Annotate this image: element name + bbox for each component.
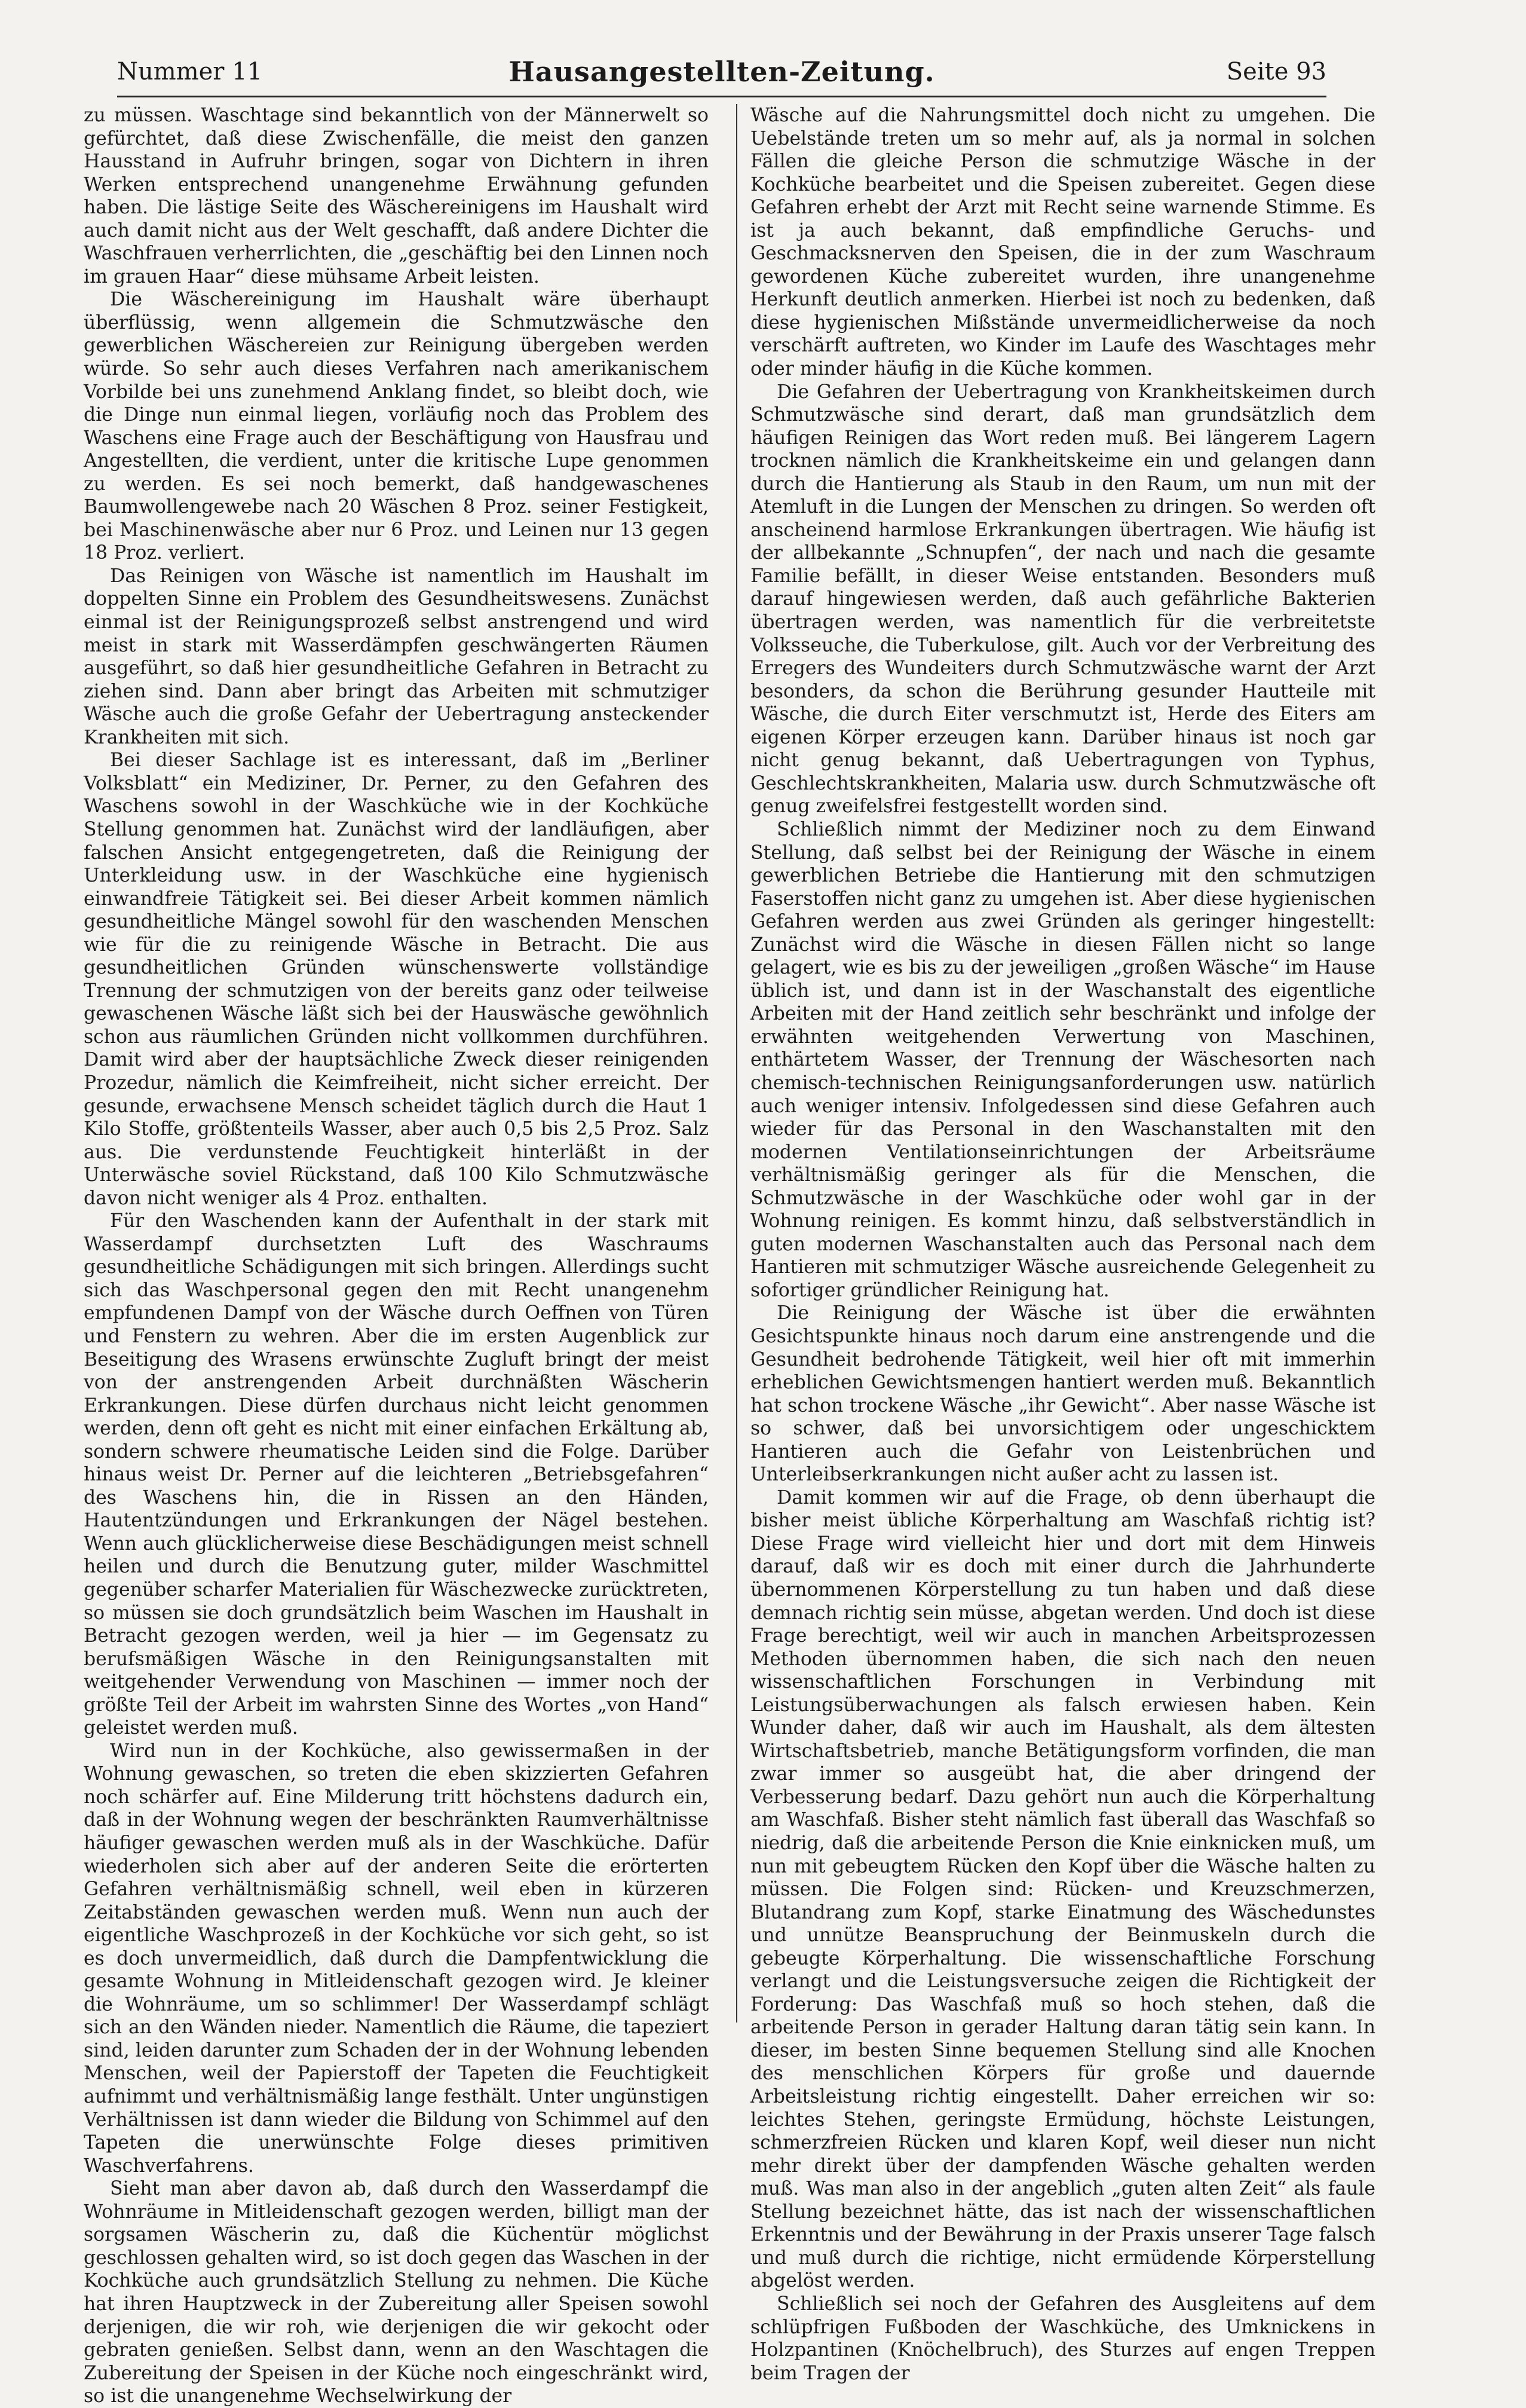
header-rule xyxy=(117,96,1326,97)
page-header xyxy=(117,55,1326,97)
paragraph: Schließlich nimmt der Mediziner noch zu dem Einwand Stellung, daß selbst bei der Reinigung der Wäsche in einem gewerblichen Betriebe die Hantierung mit den schmutzigen Faserstoffen nicht ganz zu umgehen ist. Aber diese hygienischen Gefahren werden aus zwei Gründen als geringer hingestellt: Zunächst wird die Wäsche in diesen Fällen nicht so lange gelagert, wie es bis zu der jeweiligen „großen Wäsche“ im Hause üblich ist, und dann ist in der Waschanstalt des eigentliche Arbeiten mit der Hand zeitlich sehr beschränkt und infolge der erwähnten weitgehenden Verwertung von Maschinen, enthärtetem Wasser, der Trennung der Wäschesorten nach chemisch-technischen Reinigungsanforderungen usw. natürlich auch weniger intensiv. Infolgedessen sind diese Gefahren auch wieder für das Personal in den Waschanstalten mit den modernen Ventilationseinrichtungen der Arbeitsräume verhältnismäßig geringer als für die Menschen, die Schmutzwäsche in der Waschküche oder wohl gar in der Wohnung reinigen. Es kommt hinzu, daß selbstverständlich in guten modernen Waschanstalten auch das Personal nach dem Hantieren mit schmutziger Wäsche ausreichende Gelegenheit zu sofortiger gründlicher Reinigung hat. xyxy=(750,818,1375,1301)
newspaper-title: Hausangestellten-Zeitung. xyxy=(508,56,935,88)
column-divider xyxy=(736,104,737,2023)
paragraph: Die Reinigung der Wäsche ist über die erwähnten Gesichtspunkte hinaus noch darum eine anstrengende und die Gesundheit bedrohende Tätigkeit, weil hier oft mit immerhin erheblichen Gewichtsmengen hantiert werden muß. Bekanntlich hat schon trockene Wäsche „ihr Gewicht“. Aber nasse Wäsche ist so schwer, daß bei unvorsichtigem oder ungeschicktem Hantieren auch die Gefahr von Leistenbrüchen und Unterleibserkrankungen nicht außer acht zu lassen ist. xyxy=(750,1302,1375,1486)
paragraph: Das Reinigen von Wäsche ist namentlich im Haushalt im doppelten Sinne ein Problem des Gesundheitswesens. Zunächst einmal ist der Reinigungsprozeß selbst anstrengend und wird meist in stark mit Wasserdämpfen geschwängerten Räumen ausgeführt, so daß hier gesundheitliche Gefahren in Betracht zu ziehen sind. Dann aber bringt das Arbeiten mit schmutziger Wäsche auch die große Gefahr der Uebertragung ansteckender Krankheiten mit sich. xyxy=(84,565,709,748)
text-column-left xyxy=(84,104,709,2407)
issue-number: Nummer 11 xyxy=(117,58,263,85)
paragraph: zu müssen. Waschtage sind bekanntlich von der Männerwelt so gefürchtet, daß diese Zwischenfälle, die meist den ganzen Hausstand in Aufruhr bringen, sogar von Dichtern in ihren Werken entsprechend unangenehme Erwähnung gefunden haben. Die lästige Seite des Wäschereinigens im Haushalt wird auch damit nicht aus der Welt geschafft, daß andere Dichter die Waschfrauen verherrlichten, die „geschäftig bei den Linnen noch im grauen Haar“ diese mühsame Arbeit leisten. xyxy=(84,105,709,287)
paragraph: Sieht man aber davon ab, daß durch den Wasserdampf die Wohnräume in Mitleidenschaft gezogen werden, billigt man der sorgsamen Wäscherin zu, daß die Küchentür möglichst geschlossen gehalten wird, so ist doch gegen das Waschen in der Kochküche auch grundsätzlich Stellung zu nehmen. Die Küche hat ihren Hauptzweck in der Zubereitung aller Speisen sowohl derjenigen, die wir roh, wie derjenigen die wir gekocht oder gebraten genießen. Selbst dann, wenn an den Waschtagen die Zubereitung der Speisen in der Küche noch eingeschränkt wird, so ist die unangenehme Wechselwirkung der xyxy=(84,2178,709,2407)
paragraph: Für den Waschenden kann der Aufenthalt in der stark mit Wasserdampf durchsetzten Luft des Waschraums gesundheitliche Schädigungen mit sich bringen. Allerdings sucht sich das Waschpersonal gegen den mit Recht unangenehm empfundenen Dampf von der Wäsche durch Oeffnen von Türen und Fenstern zu wehren. Aber die im ersten Augenblick zur Beseitigung des Wrasens erwünschte Zugluft bringt der meist von der anstrengenden Arbeit durchnäßten Wäscherin Erkrankungen. Diese dürfen durchaus nicht leicht genommen werden, denn oft geht es nicht mit einer einfachen Erkältung ab, sondern schwere rheumatische Leiden sind die Folge. Darüber hinaus weist Dr. Perner auf die leichteren „Betriebsgefahren“ des Waschens hin, die in Rissen an den Händen, Hautentzündungen und Erkrankungen der Nägel bestehen. Wenn auch glücklicherweise diese Beschädigungen meist schnell heilen und durch die Benutzung guter, milder Waschmittel gegenüber scharfer Materialien für Wäschezwecke zurücktreten, so müssen sie doch grundsätzlich beim Waschen im Haushalt in Betracht gezogen werden, weil ja hier — im Gegensatz zu berufsmäßigen Wäsche in den Reinigungsanstalten mit weitgehender Verwendung von Maschinen — immer noch der größte Teil der Arbeit im wahrsten Sinne des Wortes „von Hand“ geleistet werden muß. xyxy=(84,1210,709,1739)
paragraph: Wird nun in der Kochküche, also gewissermaßen in der Wohnung gewaschen, so treten die eben skizzierten Gefahren noch schärfer auf. Eine Milderung tritt höchstens dadurch ein, daß in der Wohnung wegen der beschränkten Raumverhältnisse häufiger gewaschen werden muß als in der Waschküche. Dafür wiederholen sich aber auf der anderen Seite die erörterten Gefahren verhältnismäßig schnell, weil eben in kürzeren Zeitabständen gewaschen werden muß. Wenn nun auch der eigentliche Waschprozeß in der Kochküche vor sich geht, so ist es doch unvermeidlich, daß durch die Dampfentwicklung die gesamte Wohnung in Mitleidenschaft gezogen wird. Je kleiner die Wohnräume, um so schlimmer! Der Wasserdampf schlägt sich an den Wänden nieder. Namentlich die Räume, die tapeziert sind, leiden darunter zum Schaden der in der Wohnung lebenden Menschen, weil der Papierstoff der Tapeten die Feuchtigkeit aufnimmt und verhältnismäßig lange festhält. Unter ungünstigen Verhältnissen ist dann wieder die Bildung von Schimmel auf den Tapeten die unerwünschte Folge dieses primitiven Waschverfahrens. xyxy=(84,1740,709,2177)
paragraph: Die Wäschereinigung im Haushalt wäre überhaupt überflüssig, wenn allgemein die Schmutzwäsche den gewerblichen Wäschereien zur Reinigung übergeben werden würde. So sehr auch dieses Verfahren nach amerikanischem Vorbilde bei uns zunehmend Anklang findet, so bleibt doch, wie die Dinge nun einmal liegen, vorläufig noch das Problem des Waschens eine Frage auch der Beschäftigung von Hausfrau und Angestellten, die verdient, unter die kritische Lupe genommen zu werden. Es sei noch bemerkt, daß handgewaschenes Baumwollengewebe nach 20 Wäschen 8 Proz. seiner Festigkeit, bei Maschinenwäsche aber nur 6 Proz. und Leinen nur 13 gegen 18 Proz. verliert. xyxy=(84,289,709,564)
text-column-right xyxy=(750,104,1375,2384)
paragraph: Bei dieser Sachlage ist es interessant, daß im „Berliner Volksblatt“ ein Mediziner, Dr. Perner, zu den Gefahren des Waschens sowohl in der Waschküche wie in der Kochküche Stellung genommen hat. Zunächst wird der landläufigen, aber falschen Ansicht entgegengetreten, daß die Reinigung der Unterkleidung usw. in der Waschküche eine hygienisch einwandfreie Tätigkeit sei. Bei dieser Arbeit kommen nämlich gesundheitliche Mängel sowohl für den waschenden Menschen wie für die zu reinigende Wäsche in Betracht. Die aus gesundheitlichen Gründen wünschenswerte vollständige Trennung der schmutzigen von der bereits ganz oder teilweise gewaschenen Wäsche läßt sich bei der Hauswäsche gewöhnlich schon aus räumlichen Gründen nicht vollkommen durchführen. Damit wird aber der hauptsächliche Zweck dieser reinigenden Prozedur, nämlich die Keimfreiheit, nicht sicher erreicht. Der gesunde, erwachsene Mensch scheidet täglich durch die Haut 1 Kilo Stoffe, größtenteils Wasser, aber auch 0,5 bis 2,5 Proz. Salz aus. Die verdunstende Feuchtigkeit hinterläßt in der Unterwäsche soviel Rückstand, daß 100 Kilo Schmutzwäsche davon nicht weniger als 4 Proz. enthalten. xyxy=(84,749,709,1209)
paragraph: Damit kommen wir auf die Frage, ob denn überhaupt die bisher meist übliche Körperhaltung am Waschfaß richtig ist? Diese Frage wird vielleicht hier und dort mit dem Hinweis darauf, daß wir es doch mit einer durch die Jahrhunderte übernommenen Körperstellung zu tun haben und daß diese demnach richtig sein müsse, abgetan werden. Und doch ist diese Frage berechtigt, weil wir auch in manchen Arbeitsprozessen Methoden übernommen haben, die sich nach den neuen wissenschaftlichen Forschungen in Verbindung mit Leistungsüberwachungen als falsch erwiesen haben. Kein Wunder daher, daß wir auch im Haushalt, als dem ältesten Wirtschaftsbetrieb, manche Betätigungsform vorfinden, die man zwar immer so ausgeübt hat, die aber dringend der Verbesserung bedarf. Dazu gehört nun auch die Körperhaltung am Waschfaß. Bisher steht nämlich fast überall das Waschfaß so niedrig, daß die arbeitende Person die Knie einknicken muß, um nun mit gebeugtem Rücken den Kopf über die Wäsche halten zu müssen. Die Folgen sind: Rücken- und Kreuzschmerzen, Blutandrang zum Kopf, starke Einatmung des Wäschedunstes und unnütze Beanspruchung der Beinmuskeln durch die gebeugte Körperhaltung. Die wissenschaftliche Forschung verlangt und die Leistungsversuche zeigen die Richtigkeit der Forderung: Das Waschfaß muß so hoch stehen, daß die arbeitende Person in gerader Haltung daran tätig sein kann. In dieser, im besten Sinne bequemen Stellung sind alle Knochen des menschlichen Körpers für große und dauernde Arbeitsleistung richtig eingestellt. Daher erreichen wir so: leichtes Stehen, geringste Ermüdung, höchste Leistungen, schmerzfreien Rücken und klaren Kopf, weil dieser nun nicht mehr direkt über der dampfenden Wäsche gehalten werden muß. Was man also in der angeblich „guten alten Zeit“ als faule Stellung bezeichnet hätte, das ist nach der wissenschaftlichen Erkenntnis und der Bewährung in der Praxis unserer Tage falsch und muß durch die richtige, nicht ermüdende Körperstellung abgelöst werden. xyxy=(750,1486,1375,2292)
paragraph: Die Gefahren der Uebertragung von Krankheitskeimen durch Schmutzwäsche sind derart, daß man grundsätzlich dem häufigen Reinigen das Wort reden muß. Bei längerem Lagern trocknen nämlich die Krankheitskeime ein und gelangen dann durch die Hantierung als Staub in den Raum, um nun mit der Atemluft in die Lungen der Menschen zu dringen. So werden oft anscheinend harmlose Erkrankungen übertragen. Wie häufig ist der allbekannte „Schnupfen“, der nach und nach die gesamte Familie befällt, in dieser Weise entstanden. Besonders muß darauf hingewiesen werden, daß auch gefährliche Bakterien übertragen werden, was namentlich für die verbreitetste Volksseuche, die Tuberkulose, gilt. Auch vor der Verbreitung des Erregers des Wundeiters durch Schmutzwäsche warnt der Arzt besonders, da schon die Berührung gesunder Hautteile mit Wäsche, die durch Eiter verschmutzt ist, Herde des Eiters am eigenen Körper erzeugen kann. Darüber hinaus ist noch gar nicht genug bekannt, daß Uebertragungen von Typhus, Geschlechtskrankheiten, Malaria usw. durch Schmutzwäsche oft genug zweifelsfrei festgestellt worden sind. xyxy=(750,381,1375,818)
page-number: Seite 93 xyxy=(1226,58,1326,85)
paragraph: Wäsche auf die Nahrungsmittel doch nicht zu umgehen. Die Uebelstände treten um so mehr auf, als ja normal in solchen Fällen die gleiche Person die schmutzige Wäsche in der Kochküche bearbeitet und die Speisen zubereitet. Gegen diese Gefahren erhebt der Arzt mit Recht seine warnende Stimme. Es ist ja auch bekannt, daß empfindliche Geruchs- und Geschmacksnerven den Speisen, die in der zum Waschraum gewordenen Küche zubereitet wurden, ihre unangenehme Herkunft deutlich anmerken. Hierbei ist noch zu bedenken, daß diese hygienischen Mißstände unvermeidlicherweise da noch verschärft auftreten, wo Kinder im Laufe des Waschtages mehr oder minder häufig in die Küche kommen. xyxy=(750,105,1375,380)
paragraph: Schließlich sei noch der Gefahren des Ausgleitens auf dem schlüpfrigen Fußboden der Waschküche, des Umknickens in Holzpantinen (Knöchelbruch), des Sturzes auf engen Treppen beim Tragen der xyxy=(750,2293,1375,2384)
